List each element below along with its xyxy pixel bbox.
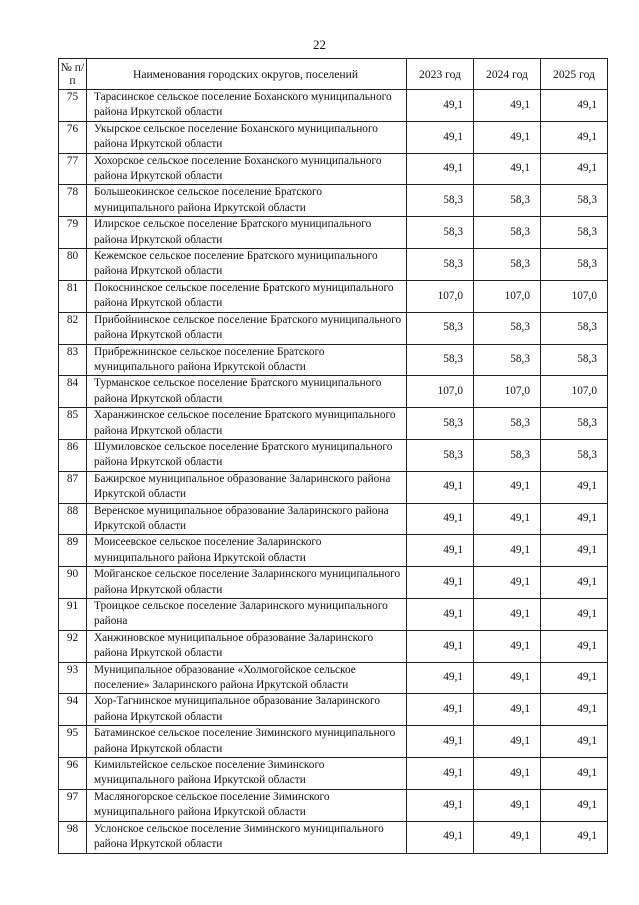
row-number: 85 [59,408,87,440]
table-row [59,471,608,503]
row-number: 95 [59,726,87,758]
row-value-2023: 58,3 [407,249,474,281]
table-row [59,567,608,599]
row-value-2024: 49,1 [474,630,541,662]
table-row [59,376,608,408]
row-value-2025: 49,1 [541,630,608,662]
row-value-2023: 58,3 [407,312,474,344]
row-value-2023: 49,1 [407,503,474,535]
row-value-2024: 58,3 [474,185,541,217]
row-name: Ханжиновское муниципальное образование Заларинского района Иркутской области [87,630,407,662]
row-number: 77 [59,153,87,185]
row-value-2023: 49,1 [407,121,474,153]
table-row [59,344,608,376]
row-value-2023: 49,1 [407,789,474,821]
settlements-table [58,58,608,854]
row-value-2024: 58,3 [474,439,541,471]
row-value-2025: 49,1 [541,662,608,694]
row-name: Муниципальное образование «Холмогойское сельское поселение» Заларинского района Иркутской области [87,662,407,694]
row-value-2023: 49,1 [407,599,474,631]
row-value-2025: 58,3 [541,344,608,376]
row-value-2024: 49,1 [474,694,541,726]
row-value-2023: 49,1 [407,726,474,758]
row-value-2024: 49,1 [474,567,541,599]
header-2024: 2024 год [474,59,541,90]
page-number: 22 [313,37,326,52]
row-value-2024: 58,3 [474,344,541,376]
table-header [59,59,608,90]
table-row [59,312,608,344]
row-number: 75 [59,90,87,122]
table-row [59,789,608,821]
row-value-2025: 49,1 [541,503,608,535]
row-value-2024: 49,1 [474,821,541,853]
row-number: 76 [59,121,87,153]
row-value-2023: 49,1 [407,694,474,726]
row-value-2023: 49,1 [407,821,474,853]
row-name: Харанжинское сельское поселение Братского муниципального района Иркутской области [87,408,407,440]
row-value-2024: 58,3 [474,408,541,440]
row-value-2024: 49,1 [474,471,541,503]
header-2025: 2025 год [541,59,608,90]
row-value-2024: 58,3 [474,312,541,344]
row-value-2025: 49,1 [541,758,608,790]
row-value-2025: 58,3 [541,185,608,217]
row-name: Хохорское сельское поселение Боханского муниципального района Иркутской области [87,153,407,185]
row-value-2025: 49,1 [541,121,608,153]
row-number: 98 [59,821,87,853]
row-value-2024: 49,1 [474,535,541,567]
row-value-2024: 107,0 [474,280,541,312]
table-row [59,408,608,440]
row-name: Кежемское сельское поселение Братского муниципального района Иркутской области [87,249,407,281]
row-value-2023: 107,0 [407,280,474,312]
row-number: 87 [59,471,87,503]
row-value-2024: 58,3 [474,249,541,281]
table-row [59,503,608,535]
row-value-2023: 58,3 [407,217,474,249]
row-number: 88 [59,503,87,535]
row-value-2023: 58,3 [407,185,474,217]
header-2023: 2023 год [407,59,474,90]
row-number: 83 [59,344,87,376]
row-number: 93 [59,662,87,694]
row-value-2023: 49,1 [407,758,474,790]
row-name: Тарасинское сельское поселение Боханского муниципального района Иркутской области [87,90,407,122]
row-value-2025: 107,0 [541,280,608,312]
table-row [59,630,608,662]
row-value-2023: 49,1 [407,471,474,503]
row-name: Укырское сельское поселение Боханского муниципального района Иркутской области [87,121,407,153]
row-value-2025: 49,1 [541,471,608,503]
row-name: Покоснинское сельское поселение Братского муниципального района Иркутской области [87,280,407,312]
table-row [59,153,608,185]
row-number: 89 [59,535,87,567]
row-value-2025: 58,3 [541,439,608,471]
row-number: 97 [59,789,87,821]
row-name: Хор-Тагнинское муниципальное образование Заларинского района Иркутской области [87,694,407,726]
row-value-2023: 49,1 [407,662,474,694]
row-number: 78 [59,185,87,217]
row-name: Моисеевское сельское поселение Заларинского муниципального района Иркутской области [87,535,407,567]
row-value-2025: 58,3 [541,408,608,440]
row-number: 92 [59,630,87,662]
row-name: Большеокинское сельское поселение Братского муниципального района Иркутской области [87,185,407,217]
row-value-2024: 49,1 [474,726,541,758]
row-name: Мойганское сельское поселение Заларинского муниципального района Иркутской области [87,567,407,599]
table-row [59,758,608,790]
table-body [59,90,608,854]
row-name: Батаминское сельское поселение Зиминского муниципального района Иркутской области [87,726,407,758]
row-value-2024: 49,1 [474,599,541,631]
header-num: № п/п [59,59,87,90]
row-number: 91 [59,599,87,631]
row-value-2025: 49,1 [541,821,608,853]
row-name: Услонское сельское поселение Зиминского муниципального района Иркутской области [87,821,407,853]
row-value-2023: 58,3 [407,344,474,376]
row-number: 94 [59,694,87,726]
row-value-2025: 49,1 [541,694,608,726]
table-row [59,90,608,122]
row-number: 84 [59,376,87,408]
row-value-2024: 49,1 [474,662,541,694]
row-value-2025: 49,1 [541,535,608,567]
row-number: 79 [59,217,87,249]
row-value-2024: 49,1 [474,503,541,535]
header-row [59,59,608,90]
row-value-2025: 49,1 [541,153,608,185]
row-number: 81 [59,280,87,312]
row-value-2025: 49,1 [541,599,608,631]
header-name: Наименования городских округов, поселений [87,59,407,90]
row-value-2024: 107,0 [474,376,541,408]
row-value-2023: 58,3 [407,408,474,440]
table-row [59,599,608,631]
row-value-2023: 107,0 [407,376,474,408]
row-value-2025: 107,0 [541,376,608,408]
table-row [59,249,608,281]
table-row [59,662,608,694]
row-value-2024: 58,3 [474,217,541,249]
table-row [59,821,608,853]
table-row [59,185,608,217]
row-value-2025: 49,1 [541,567,608,599]
table-row [59,726,608,758]
row-value-2025: 58,3 [541,312,608,344]
table-row [59,217,608,249]
row-name: Масляногорское сельское поселение Зиминского муниципального района Иркутской области [87,789,407,821]
row-value-2023: 49,1 [407,90,474,122]
table-row [59,694,608,726]
row-value-2023: 49,1 [407,535,474,567]
row-name: Прибойнинское сельское поселение Братского муниципального района Иркутской области [87,312,407,344]
row-value-2024: 49,1 [474,153,541,185]
row-name: Бажирское муниципальное образование Заларинского района Иркутской области [87,471,407,503]
row-name: Прибрежнинское сельское поселение Братского муниципального района Иркутской области [87,344,407,376]
row-value-2024: 49,1 [474,789,541,821]
row-value-2024: 49,1 [474,121,541,153]
row-number: 80 [59,249,87,281]
row-number: 96 [59,758,87,790]
row-value-2025: 49,1 [541,726,608,758]
row-value-2024: 49,1 [474,758,541,790]
row-value-2025: 58,3 [541,217,608,249]
row-name: Веренское муниципальное образование Заларинского района Иркутской области [87,503,407,535]
row-value-2023: 58,3 [407,439,474,471]
table-row [59,121,608,153]
row-number: 82 [59,312,87,344]
row-value-2023: 49,1 [407,567,474,599]
row-value-2025: 49,1 [541,90,608,122]
row-name: Кимильтейское сельское поселение Зиминского муниципального района Иркутской области [87,758,407,790]
row-value-2025: 49,1 [541,789,608,821]
row-value-2023: 49,1 [407,630,474,662]
table-row [59,280,608,312]
row-value-2023: 49,1 [407,153,474,185]
row-name: Шумиловское сельское поселение Братского муниципального района Иркутской области [87,439,407,471]
row-name: Турманское сельское поселение Братского муниципального района Иркутской области [87,376,407,408]
row-number: 90 [59,567,87,599]
row-value-2025: 58,3 [541,249,608,281]
row-number: 86 [59,439,87,471]
table-row [59,439,608,471]
row-name: Троицкое сельское поселение Заларинского муниципального района [87,599,407,631]
table-row [59,535,608,567]
row-value-2024: 49,1 [474,90,541,122]
row-name: Илирское сельское поселение Братского муниципального района Иркутской области [87,217,407,249]
